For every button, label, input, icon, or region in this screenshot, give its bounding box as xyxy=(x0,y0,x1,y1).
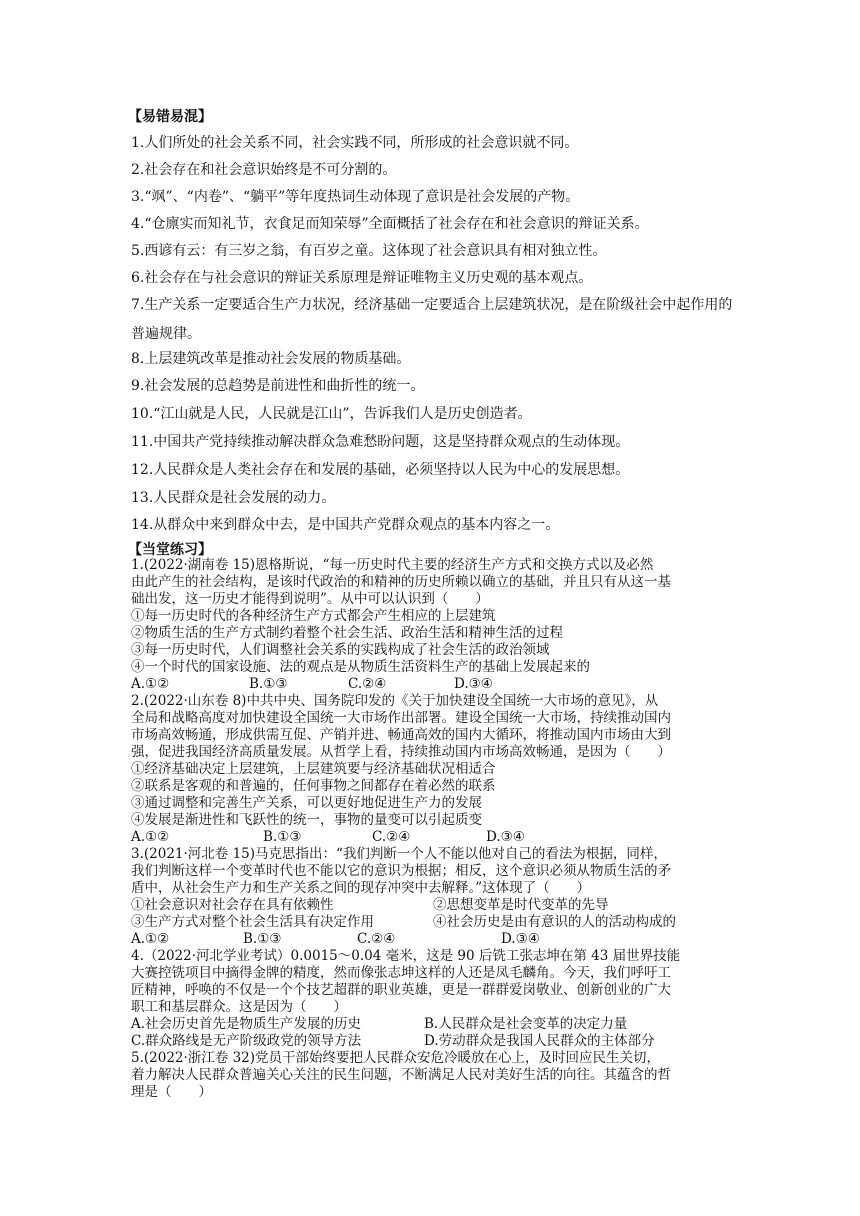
error-item-3: 3.“飒”、“内卷”、“躺平”等年度热词生动体现了意识是社会发展的产物。 xyxy=(131,189,580,205)
q4-line-2: 大赛控铣项目中摘得金牌的精度，然而像张志坤这样的人还是凤毛麟角。今天，我们呼吁工 xyxy=(131,965,671,981)
q1-option-b: B.①③ xyxy=(249,676,288,692)
q2-line-3: 市场高效畅通，形成供需互促、产销并进、畅通高效的国内大循环，将推动国内市场由大到 xyxy=(131,727,671,743)
error-item-10: 10.“江山就是人民，人民就是江山”，告诉我们人是历史创造者。 xyxy=(131,406,532,422)
q3-choice-3: ③生产方式对整个社会生活具有决定作用 xyxy=(131,914,374,930)
q2-option-a: A.①② xyxy=(131,829,170,845)
q5-line-3: 理是（ ） xyxy=(131,1084,212,1100)
q1-choice-2: ②物质生活的生产方式制约着整个社会生活、政治生活和精神生活的过程 xyxy=(131,625,563,641)
q3-option-b: B.①③ xyxy=(243,931,282,947)
q2-option-c: C.②④ xyxy=(372,829,411,845)
error-item-5: 5.西谚有云：有三岁之翁，有百岁之童。这体现了社会意识具有相对独立性。 xyxy=(131,243,607,259)
q3-choice-1: ①社会意识对社会存在具有依赖性 xyxy=(131,897,334,913)
q4-option-d: D.劳动群众是我国人民群众的主体部分 xyxy=(424,1033,655,1049)
q3-option-a: A.①② xyxy=(131,931,170,947)
q5-line-2: 着力解决人民群众普遍关心关注的民生问题，不断满足人民对美好生活的向往。其蕴含的哲 xyxy=(131,1067,671,1083)
q4-option-b: B.人民群众是社会变革的决定力量 xyxy=(424,1016,628,1032)
error-item-7: 7.生产关系一定要适合生产力状况，经济基础一定要适合上层建筑状况，是在阶级社会中起作用的普遍规律。 xyxy=(131,297,733,342)
q4-line-3: 匠精神，呼唤的不仅是一个个技艺超群的职业英雄，更是一群群爱岗敬业、创新创业的广大 xyxy=(131,982,671,998)
q3-option-c: C.②④ xyxy=(357,931,396,947)
q2-choice-1: ①经济基础决定上层建筑，上层建筑要与经济基础状况相适合 xyxy=(131,761,496,777)
error-item-14: 14.从群众中来到群众中去，是中国共产党群众观点的基本内容之一。 xyxy=(131,517,560,533)
error-item-11: 11.中国共产党持续推动解决群众急难愁盼问题，这是坚持群众观点的生动体现。 xyxy=(131,434,630,450)
q3-choice-2: ②思想变革是时代变革的先导 xyxy=(433,897,609,913)
q2-line-2: 全局和战略高度对加快建设全国统一大市场作出部署。建设全国统一大市场，持续推动国内 xyxy=(131,710,671,726)
q2-line-4: 强，促进我国经济高质量发展。从哲学上看，持续推动国内市场高效畅通，是因为（ ） xyxy=(131,744,671,760)
section-heading-practice: 【当堂练习】 xyxy=(128,542,212,558)
error-item-1: 1.人们所处的社会关系不同，社会实践不同，所形成的社会意识就不同。 xyxy=(131,135,579,151)
section-heading-errors: 【易错易混】 xyxy=(128,109,212,125)
error-item-2: 2.社会存在和社会意识始终是不可分割的。 xyxy=(131,162,397,178)
error-item-12: 12.人民群众是人类社会存在和发展的基础，必须坚持以人民为中心的发展思想。 xyxy=(131,462,630,478)
q2-line-1: 2.(2022·山东卷 8)中共中央、国务院印发的《关于加快建设全国统一大市场的意见》，从 xyxy=(131,693,659,709)
q1-choice-1: ①每一历史时代的各种经济生产方式都会产生相应的上层建筑 xyxy=(131,608,496,624)
q1-line-1: 1.(2022·湖南卷 15)恩格斯说，“每一历史时代主要的经济生产方式和交换方式以及必然 xyxy=(131,557,654,573)
q1-option-c: C.②④ xyxy=(348,676,387,692)
q4-line-4: 职工和基层群众。这是因为（ ） xyxy=(131,999,347,1015)
q3-line-3: 盾中，从社会生产力和生产关系之间的现存冲突中去解释。”这体现了（ ） xyxy=(131,880,591,896)
q4-line-1: 4.（2022·河北学业考试）0.0015～0.04 毫米，这是 90 后铣工张志坤在第 43 届世界技能 xyxy=(131,948,681,964)
q1-option-a: A.①② xyxy=(131,676,170,692)
q3-option-d: D.③④ xyxy=(501,931,540,947)
q2-choice-2: ②联系是客观的和普遍的，任何事物之间都存在着必然的联系 xyxy=(131,778,496,794)
q1-choice-3: ③每一历史时代，人们调整社会关系的实践构成了社会生活的政治领域 xyxy=(131,642,550,658)
error-item-4: 4.“仓廪实而知礼节，衣食足而知荣辱”全面概括了社会存在和社会意识的辩证关系。 xyxy=(131,216,649,232)
q4-option-a: A.社会历史首先是物质生产发展的历史 xyxy=(131,1016,362,1032)
error-item-9: 9.社会发展的总趋势是前进性和曲折性的统一。 xyxy=(131,378,425,394)
q3-choice-4: ④社会历史是由有意识的人的活动构成的 xyxy=(433,914,676,930)
q4-option-c: C.群众路线是无产阶级政党的领导方法 xyxy=(131,1033,362,1049)
q2-choice-3: ③通过调整和完善生产关系，可以更好地促进生产力的发展 xyxy=(131,795,482,811)
q3-line-1: 3.(2021·河北卷 15)马克思指出：“我们判断一个人不能以他对自己的看法为根据，同样， xyxy=(131,846,667,862)
q2-option-b: B.①③ xyxy=(263,829,302,845)
q2-option-d: D.③④ xyxy=(486,829,525,845)
q1-option-d: D.③④ xyxy=(454,676,493,692)
q3-line-2: 我们判断这样一个变革时代也不能以它的意识为根据；相反，这个意识必须从物质生活的矛 xyxy=(131,863,671,879)
q1-line-2: 由此产生的社会结构，是该时代政治的和精神的历史所赖以确立的基础，并且只有从这一基 xyxy=(131,574,671,590)
q1-line-3: 础出发，这一历史才能得到说明”。从中可以认识到（ ） xyxy=(131,591,489,607)
q5-line-1: 5.(2022·浙江卷 32)党员干部始终要把人民群众安危冷暖放在心上，及时回应民生关切， xyxy=(131,1050,661,1066)
error-item-8: 8.上层建筑改革是推动社会发展的物质基础。 xyxy=(131,351,411,367)
q1-choice-4: ④一个时代的国家设施、法的观点是从物质生活资料生产的基础上发展起来的 xyxy=(131,659,590,675)
error-item-6: 6.社会存在与社会意识的辩证关系原理是辩证唯物主义历史观的基本观点。 xyxy=(131,270,593,286)
error-item-13: 13.人民群众是社会发展的动力。 xyxy=(131,490,336,506)
q2-choice-4: ④发展是渐进性和飞跃性的统一，事物的量变可以引起质变 xyxy=(131,812,482,828)
